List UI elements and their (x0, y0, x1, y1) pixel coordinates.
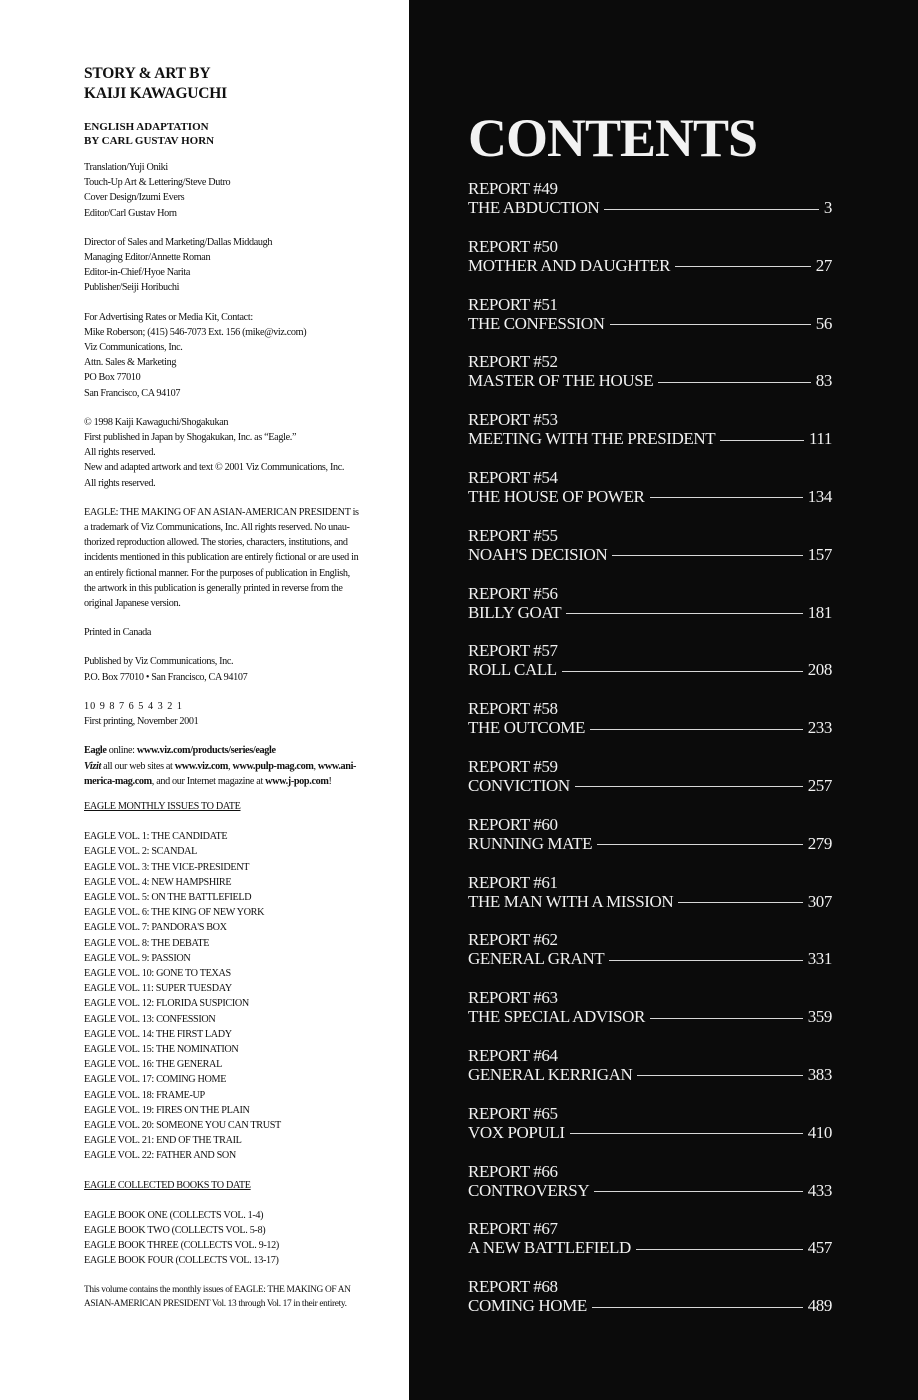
monthly-issue-item: EAGLE VOL. 14: THE FIRST LADY (84, 1028, 232, 1040)
volume-note-line: This volume contains the monthly issues of EAGLE: THE MAKING OF AN (84, 1284, 351, 1295)
toc-leader-rule (612, 555, 802, 556)
copyright-line: New and adapted artwork and text © 2001 Viz Communications, Inc. (84, 462, 345, 474)
toc-report-number: REPORT #59 (468, 756, 558, 776)
volume-note-line: ASIAN-AMERICAN PRESIDENT Vol. 13 through Vol. 17 in their entirety. (84, 1298, 347, 1309)
toc-leader-rule (658, 382, 811, 383)
toc-entry[interactable] (468, 1219, 832, 1277)
toc-entry[interactable] (468, 1104, 832, 1162)
toc-title-row (468, 718, 832, 738)
toc-chapter-title: THE OUTCOME (468, 718, 585, 738)
trademark-line: EAGLE: THE MAKING OF AN ASIAN-AMERICAN PRESIDENT is (84, 506, 359, 518)
toc-page-number: 489 (807, 1296, 832, 1316)
toc-title-row (468, 429, 832, 449)
jpop-url-link[interactable]: www.j-pop.com (265, 775, 329, 787)
toc-entry[interactable] (468, 526, 832, 584)
toc-report-number: REPORT #61 (468, 872, 558, 892)
toc-report-number: REPORT #62 (468, 930, 558, 950)
collected-books-list (84, 1208, 394, 1269)
toc-title-row (468, 371, 832, 391)
advertising-line: Viz Communications, Inc. (84, 342, 183, 354)
toc-report-number: REPORT #67 (468, 1219, 558, 1239)
toc-page-number: 3 (823, 198, 832, 217)
toc-page-number: 307 (807, 891, 832, 911)
toc-title-row (468, 1238, 832, 1258)
toc-entry[interactable] (468, 815, 832, 873)
toc-page-number: 27 (815, 255, 832, 275)
visit-end: ! (328, 775, 332, 787)
toc-report-number: REPORT #54 (468, 467, 558, 487)
toc-report-number: REPORT #63 (468, 988, 558, 1008)
copyright-notice (84, 415, 394, 491)
toc-chapter-title: MASTER OF THE HOUSE (468, 371, 654, 391)
toc-chapter-title: COMING HOME (468, 1296, 587, 1316)
advertising-line: For Advertising Rates or Media Kit, Contact: (84, 311, 253, 323)
toc-page-number: 257 (807, 775, 832, 795)
toc-page-number: 111 (808, 429, 832, 449)
toc-report-number: REPORT #66 (468, 1161, 558, 1181)
collected-book-item: EAGLE BOOK THREE (COLLECTS VOL. 9-12) (84, 1240, 279, 1252)
advertising-line: Attn. Sales & Marketing (84, 357, 177, 369)
toc-chapter-title: GENERAL KERRIGAN (468, 1064, 633, 1084)
toc-title-row (468, 660, 832, 680)
staff-line: Publisher/Seiji Horibuchi (84, 282, 180, 294)
toc-leader-rule (650, 1018, 803, 1019)
toc-title-row (468, 314, 832, 334)
toc-title-row (468, 256, 832, 276)
monthly-issue-item: EAGLE VOL. 3: THE VICE-PRESIDENT (84, 861, 250, 873)
staff-list (84, 235, 394, 296)
advertising-line: PO Box 77010 (84, 372, 141, 384)
visit-text: all our web sites at (100, 760, 175, 772)
toc-page-number: 279 (807, 833, 832, 853)
toc-entry[interactable] (468, 179, 832, 237)
toc-entry[interactable] (468, 641, 832, 699)
toc-page-number: 134 (807, 486, 832, 506)
toc-entry[interactable] (468, 410, 832, 468)
monthly-issue-item: EAGLE VOL. 8: THE DEBATE (84, 937, 210, 949)
toc-report-number: REPORT #65 (468, 1103, 558, 1123)
publisher-info (84, 654, 394, 684)
online-text: online: (106, 745, 137, 757)
toc-entry[interactable] (468, 873, 832, 931)
toc-title-row (468, 603, 832, 623)
toc-report-number: REPORT #58 (468, 699, 558, 719)
toc-title-row (468, 1007, 832, 1027)
toc-entry[interactable] (468, 1162, 832, 1220)
toc-chapter-title: MOTHER AND DAUGHTER (468, 255, 671, 275)
visit-text: , and our Internet magazine at (151, 775, 266, 787)
toc-title-row (468, 198, 832, 218)
toc-entry[interactable] (468, 1046, 832, 1104)
toc-leader-rule (678, 902, 802, 903)
trademark-line: a trademark of Viz Communications, Inc. All rights reserved. No unau- (84, 522, 350, 534)
toc-entry[interactable] (468, 988, 832, 1046)
toc-chapter-title: BILLY GOAT (468, 602, 562, 622)
visit-separator: , (313, 760, 318, 772)
copyright-line: © 1998 Kaiji Kawaguchi/Shogakukan (84, 416, 229, 428)
toc-entry[interactable] (468, 584, 832, 642)
contents-panel (409, 0, 918, 1400)
toc-entry[interactable] (468, 468, 832, 526)
collected-book-item: EAGLE BOOK ONE (COLLECTS VOL. 1-4) (84, 1209, 264, 1221)
monthly-issue-item: EAGLE VOL. 15: THE NOMINATION (84, 1043, 239, 1055)
toc-title-row (468, 545, 832, 565)
monthly-issue-item: EAGLE VOL. 13: CONFESSION (84, 1013, 216, 1025)
collected-books-heading: EAGLE COLLECTED BOOKS TO DATE (84, 1179, 251, 1191)
publisher-line: P.O. Box 77010 • San Francisco, CA 94107 (84, 671, 248, 683)
toc-title-row (468, 1181, 832, 1201)
toc-chapter-title: THE ABDUCTION (468, 198, 600, 217)
monthly-issue-item: EAGLE VOL. 16: THE GENERAL (84, 1059, 222, 1071)
monthly-issue-item: EAGLE VOL. 20: SOMEONE YOU CAN TRUST (84, 1119, 281, 1131)
toc-title-row (468, 892, 832, 912)
toc-page-number: 157 (807, 544, 832, 564)
toc-leader-rule (566, 613, 802, 614)
toc-leader-rule (590, 729, 803, 730)
monthly-issue-item: EAGLE VOL. 2: SCANDAL (84, 846, 198, 858)
online-url-link[interactable]: www.viz.com/products/series/eagle (136, 745, 276, 757)
credit-line: Translation/Yuji Oniki (84, 162, 168, 173)
toc-report-number: REPORT #52 (468, 352, 558, 372)
toc-report-number: REPORT #60 (468, 814, 558, 834)
toc-title-row (468, 834, 832, 854)
toc-leader-rule (594, 1191, 802, 1192)
toc-page-number: 233 (807, 718, 832, 738)
trademark-line: incidents mentioned in this publication are entirely fictional or are used in (84, 552, 359, 564)
contents-title: CONTENTS (468, 108, 758, 168)
copyright-line: All rights reserved. (84, 477, 156, 489)
adaptation-line1: ENGLISH ADAPTATION (84, 121, 209, 133)
toc-leader-rule (609, 960, 802, 961)
toc-page-number: 359 (807, 1007, 832, 1027)
publisher-line: Published by Viz Communications, Inc. (84, 656, 234, 668)
credits-column (84, 64, 394, 1311)
visit-line-1 (84, 759, 394, 774)
trademark-line: original Japanese version. (84, 598, 181, 610)
toc-leader-rule (575, 786, 803, 787)
trademark-line: the artwork in this publication is generally printed in reverse from the (84, 582, 343, 594)
toc-report-number: REPORT #53 (468, 410, 558, 430)
credit-line: Touch-Up Art & Lettering/Steve Dutro (84, 177, 231, 189)
monthly-issue-item: EAGLE VOL. 5: ON THE BATTLEFIELD (84, 891, 252, 903)
visit-line-2 (84, 774, 394, 789)
toc-chapter-title: CONTROVERSY (468, 1180, 590, 1200)
toc-entry[interactable] (468, 757, 832, 815)
toc-leader-rule (570, 1133, 803, 1134)
toc-title-row (468, 949, 832, 969)
toc-page-number: 208 (807, 660, 832, 680)
monthly-issue-item: EAGLE VOL. 10: GONE TO TEXAS (84, 967, 231, 979)
toc-entry[interactable] (468, 352, 832, 410)
toc-report-number: REPORT #51 (468, 294, 558, 314)
monthly-issues-list (84, 829, 394, 1163)
toc-leader-rule (636, 1249, 803, 1250)
staff-line: Managing Editor/Annette Roman (84, 252, 211, 264)
toc-page-number: 383 (807, 1064, 832, 1084)
toc-page-number: 410 (807, 1122, 832, 1142)
toc-entry[interactable] (468, 295, 832, 353)
monthly-issue-item: EAGLE VOL. 22: FATHER AND SON (84, 1150, 236, 1162)
advertising-line: Mike Roberson; (415) 546-7073 Ext. 156 (mike@viz.com) (84, 326, 307, 338)
monthly-issue-item: EAGLE VOL. 7: PANDORA'S BOX (84, 922, 227, 934)
toc-entry[interactable] (468, 1277, 832, 1335)
toc-chapter-title: GENERAL GRANT (468, 949, 605, 969)
story-art-line1: STORY & ART BY (84, 65, 211, 82)
toc-leader-rule (562, 671, 803, 672)
toc-leader-rule (675, 266, 811, 267)
toc-chapter-title: A NEW BATTLEFIELD (468, 1238, 631, 1258)
animerica-url-link[interactable]: www.ani- (317, 760, 357, 772)
toc-report-number: REPORT #55 (468, 525, 558, 545)
trademark-line: an entirely fictional manner. For the purposes of publication in English, (84, 567, 350, 579)
online-label: Eagle (84, 745, 107, 757)
toc-report-number: REPORT #64 (468, 1045, 558, 1065)
visit-word: Vizit (84, 760, 101, 772)
toc-chapter-title: VOX POPULI (468, 1122, 565, 1142)
toc-chapter-title: NOAH'S DECISION (468, 544, 608, 564)
toc-leader-rule (650, 497, 803, 498)
toc-report-number: REPORT #50 (468, 236, 558, 256)
monthly-issue-item: EAGLE VOL. 6: THE KING OF NEW YORK (84, 907, 265, 919)
toc-page-number: 56 (815, 313, 832, 333)
toc-leader-rule (597, 844, 803, 845)
visit-separator: , (228, 760, 233, 772)
credit-line: Cover Design/Izumi Evers (84, 192, 185, 204)
toc-leader-rule (592, 1307, 803, 1308)
toc-chapter-title: CONVICTION (468, 775, 570, 795)
monthly-issue-item: EAGLE VOL. 4: NEW HAMPSHIRE (84, 876, 232, 888)
toc-chapter-title: RUNNING MATE (468, 833, 593, 853)
toc-report-number: REPORT #49 (468, 179, 558, 198)
toc-leader-rule (720, 440, 804, 441)
toc-title-row (468, 487, 832, 507)
toc-chapter-title: THE HOUSE OF POWER (468, 486, 645, 506)
toc-page-number: 457 (807, 1238, 832, 1258)
toc-report-number: REPORT #57 (468, 641, 558, 661)
monthly-issue-item: EAGLE VOL. 18: FRAME-UP (84, 1089, 205, 1101)
copyright-line: All rights reserved. (84, 447, 156, 459)
web-info (84, 743, 394, 789)
monthly-issue-item: EAGLE VOL. 9: PASSION (84, 952, 191, 964)
credits-panel (0, 0, 409, 1400)
collected-book-item: EAGLE BOOK FOUR (COLLECTS VOL. 13-17) (84, 1255, 279, 1267)
toc-entry[interactable] (468, 237, 832, 295)
advertising-line: San Francisco, CA 94107 (84, 387, 181, 399)
story-art-line2: KAIJI KAWAGUCHI (84, 85, 227, 102)
toc-entry[interactable] (468, 699, 832, 757)
toc-page-number: 181 (807, 602, 832, 622)
toc-entry[interactable] (468, 930, 832, 988)
toc-chapter-title: ROLL CALL (468, 660, 557, 680)
toc-report-number: REPORT #56 (468, 583, 558, 603)
toc-title-row (468, 1123, 832, 1143)
trademark-line: thorized reproduction allowed. The stories, characters, institutions, and (84, 537, 348, 549)
monthly-issue-item: EAGLE VOL. 1: THE CANDIDATE (84, 831, 228, 843)
monthly-issue-item: EAGLE VOL. 17: COMING HOME (84, 1074, 227, 1086)
monthly-issue-item: EAGLE VOL. 11: SUPER TUESDAY (84, 983, 232, 995)
staff-line: Editor-in-Chief/Hyoe Narita (84, 267, 191, 279)
copyright-line: First published in Japan by Shogakukan, Inc. as “Eagle.” (84, 432, 297, 444)
toc-report-number: REPORT #68 (468, 1277, 558, 1297)
staff-line: Director of Sales and Marketing/Dallas Middaugh (84, 236, 273, 248)
animerica-url-link-cont[interactable]: merica-mag.com (84, 775, 152, 787)
trademark-notice (84, 505, 394, 611)
toc-title-row (468, 776, 832, 796)
monthly-issue-item: EAGLE VOL. 12: FLORIDA SUSPICION (84, 998, 249, 1010)
toc-leader-rule (604, 209, 819, 210)
viz-url-link[interactable]: www.viz.com (174, 760, 229, 772)
toc-list (468, 179, 832, 1335)
toc-chapter-title: THE MAN WITH A MISSION (468, 891, 674, 911)
toc-page-number: 83 (815, 371, 832, 391)
toc-chapter-title: MEETING WITH THE PRESIDENT (468, 429, 716, 449)
toc-chapter-title: THE CONFESSION (468, 313, 605, 333)
volume-note (84, 1283, 394, 1311)
toc-title-row (468, 1296, 832, 1316)
monthly-issue-item: EAGLE VOL. 19: FIRES ON THE PLAIN (84, 1104, 250, 1116)
toc-chapter-title: THE SPECIAL ADVISOR (468, 1007, 645, 1027)
toc-leader-rule (610, 324, 811, 325)
toc-page-number: 331 (807, 949, 832, 969)
toc-page-number: 433 (807, 1180, 832, 1200)
adaptation-heading (84, 120, 394, 148)
credit-line: Editor/Carl Gustav Horn (84, 207, 177, 219)
advertising-contact (84, 310, 394, 401)
credits-list (84, 160, 394, 221)
toc-title-row (468, 1065, 832, 1085)
story-art-heading (84, 64, 394, 104)
printed-in: Printed in Canada (84, 627, 152, 639)
printing-info (84, 699, 394, 729)
online-line (84, 743, 394, 758)
toc-leader-rule (637, 1075, 802, 1076)
pulp-url-link[interactable]: www.pulp-mag.com (232, 760, 314, 772)
monthly-issues-heading: EAGLE MONTHLY ISSUES TO DATE (84, 800, 241, 812)
collected-book-item: EAGLE BOOK TWO (COLLECTS VOL. 5-8) (84, 1224, 266, 1236)
monthly-issue-item: EAGLE VOL. 21: END OF THE TRAIL (84, 1135, 242, 1147)
printing-numbers: 10 9 8 7 6 5 4 3 2 1 (84, 700, 183, 712)
first-printing: First printing, November 2001 (84, 716, 199, 728)
adaptation-line2: BY CARL GUSTAV HORN (84, 135, 215, 147)
